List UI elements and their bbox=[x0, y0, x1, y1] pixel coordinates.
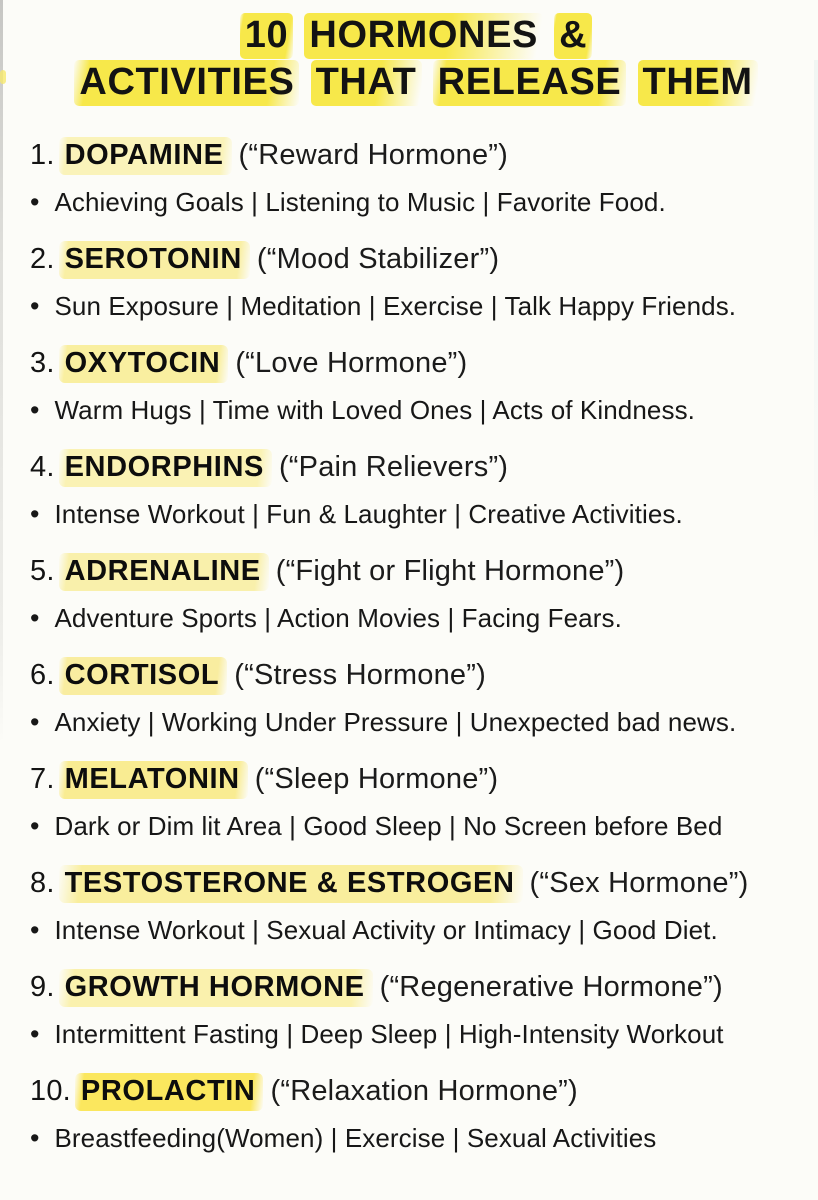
item-number: 4. bbox=[30, 451, 55, 483]
activities-row bbox=[30, 1018, 802, 1050]
item-number: 5. bbox=[30, 555, 55, 587]
hormone-heading bbox=[30, 864, 802, 902]
hormone-nickname: (“Mood Stabilizer”) bbox=[256, 243, 500, 275]
title-word: RELEASE bbox=[433, 60, 627, 106]
activities-row bbox=[30, 914, 802, 946]
activities-text: Adventure Sports | Action Movies | Facing Fears. bbox=[54, 603, 622, 633]
hormone-name: PROLACTIN bbox=[75, 1073, 264, 1111]
hormone-name: TESTOSTERONE & ESTROGEN bbox=[59, 865, 523, 903]
scan-edge-artifact-right bbox=[814, 60, 818, 580]
activities-text: Intermittent Fasting | Deep Sleep | High-Intensity Workout bbox=[54, 1019, 724, 1049]
hormone-nickname: (“Stress Hormone”) bbox=[234, 659, 486, 691]
activities-row bbox=[30, 810, 802, 842]
title-line-2 bbox=[30, 59, 802, 106]
bullet-icon: • bbox=[30, 498, 40, 529]
activities-text: Dark or Dim lit Area | Good Sleep | No Screen before Bed bbox=[54, 811, 723, 841]
hormone-nickname: (“Love Hormone”) bbox=[235, 347, 468, 379]
hormone-nickname: (“Regenerative Hormone”) bbox=[379, 971, 723, 1003]
bullet-icon: • bbox=[30, 1018, 40, 1049]
title-word: 10 bbox=[240, 13, 293, 59]
bullet-icon: • bbox=[30, 394, 40, 425]
hormone-item bbox=[30, 968, 802, 1050]
bullet-icon: • bbox=[30, 810, 40, 841]
hormone-item bbox=[30, 864, 802, 946]
activities-text: Intense Workout | Sexual Activity or Intimacy | Good Diet. bbox=[54, 915, 718, 945]
activities-text: Anxiety | Working Under Pressure | Unexpected bad news. bbox=[54, 707, 737, 737]
activities-text: Intense Workout | Fun & Laughter | Creative Activities. bbox=[54, 499, 683, 529]
hormone-item bbox=[30, 448, 802, 530]
hormone-item bbox=[30, 136, 802, 218]
hormone-name: OXYTOCIN bbox=[59, 345, 229, 383]
hormone-name: ADRENALINE bbox=[59, 553, 269, 591]
item-number: 3. bbox=[30, 347, 55, 379]
activities-text: Sun Exposure | Meditation | Exercise | Talk Happy Friends. bbox=[54, 291, 737, 321]
hormone-item bbox=[30, 240, 802, 322]
bullet-icon: • bbox=[30, 706, 40, 737]
activities-row bbox=[30, 498, 802, 530]
title-word: HORMONES bbox=[304, 13, 543, 59]
hormone-heading bbox=[30, 1072, 802, 1110]
item-number: 6. bbox=[30, 659, 55, 691]
bullet-icon: • bbox=[30, 914, 40, 945]
hormone-heading bbox=[30, 968, 802, 1006]
hormone-item bbox=[30, 656, 802, 738]
item-number: 7. bbox=[30, 763, 55, 795]
activities-row bbox=[30, 706, 802, 738]
item-number: 9. bbox=[30, 971, 55, 1003]
activities-row bbox=[30, 602, 802, 634]
highlighter-speck bbox=[0, 70, 6, 84]
page-title bbox=[30, 12, 802, 106]
item-number: 10. bbox=[30, 1075, 71, 1107]
activities-row bbox=[30, 1122, 802, 1154]
hormone-nickname: (“Reward Hormone”) bbox=[238, 139, 509, 171]
title-word: THAT bbox=[311, 60, 422, 106]
hormone-nickname: (“Pain Relievers”) bbox=[278, 451, 509, 483]
activities-row bbox=[30, 394, 802, 426]
hormone-heading bbox=[30, 448, 802, 486]
hormone-item bbox=[30, 344, 802, 426]
title-word: THEM bbox=[638, 60, 758, 106]
hormone-name: DOPAMINE bbox=[59, 137, 232, 175]
activities-text: Warm Hugs | Time with Loved Ones | Acts of Kindness. bbox=[54, 395, 696, 425]
hormone-nickname: (“Sex Hormone”) bbox=[529, 867, 749, 899]
bullet-icon: • bbox=[30, 186, 40, 217]
item-number: 2. bbox=[30, 243, 55, 275]
hormone-name: ENDORPHINS bbox=[59, 449, 272, 487]
hormone-item bbox=[30, 552, 802, 634]
title-line-1 bbox=[30, 12, 802, 59]
hormone-heading bbox=[30, 136, 802, 174]
scan-edge-artifact-left bbox=[0, 0, 3, 744]
hormone-list bbox=[30, 136, 802, 1154]
title-word: & bbox=[554, 13, 592, 59]
hormone-heading bbox=[30, 760, 802, 798]
bullet-icon: • bbox=[30, 290, 40, 321]
activities-text: Breastfeeding(Women) | Exercise | Sexual Activities bbox=[54, 1123, 657, 1153]
hormone-name: GROWTH HORMONE bbox=[59, 969, 373, 1007]
hormone-heading bbox=[30, 240, 802, 278]
hormone-name: MELATONIN bbox=[59, 761, 248, 799]
activities-row bbox=[30, 186, 802, 218]
item-number: 8. bbox=[30, 867, 55, 899]
hormone-heading bbox=[30, 552, 802, 590]
item-number: 1. bbox=[30, 139, 55, 171]
hormone-heading bbox=[30, 656, 802, 694]
activities-row bbox=[30, 290, 802, 322]
hormone-name: CORTISOL bbox=[59, 657, 228, 695]
hormone-item bbox=[30, 760, 802, 842]
hormone-nickname: (“Fight or Flight Hormone”) bbox=[275, 555, 625, 587]
hormone-nickname: (“Relaxation Hormone”) bbox=[270, 1075, 578, 1107]
hormone-name: SEROTONIN bbox=[59, 241, 250, 279]
activities-text: Achieving Goals | Listening to Music | Favorite Food. bbox=[54, 187, 666, 217]
hormone-nickname: (“Sleep Hormone”) bbox=[254, 763, 499, 795]
bullet-icon: • bbox=[30, 602, 40, 633]
hormone-heading bbox=[30, 344, 802, 382]
bullet-icon: • bbox=[30, 1122, 40, 1153]
hormone-item bbox=[30, 1072, 802, 1154]
title-word: ACTIVITIES bbox=[74, 60, 299, 106]
